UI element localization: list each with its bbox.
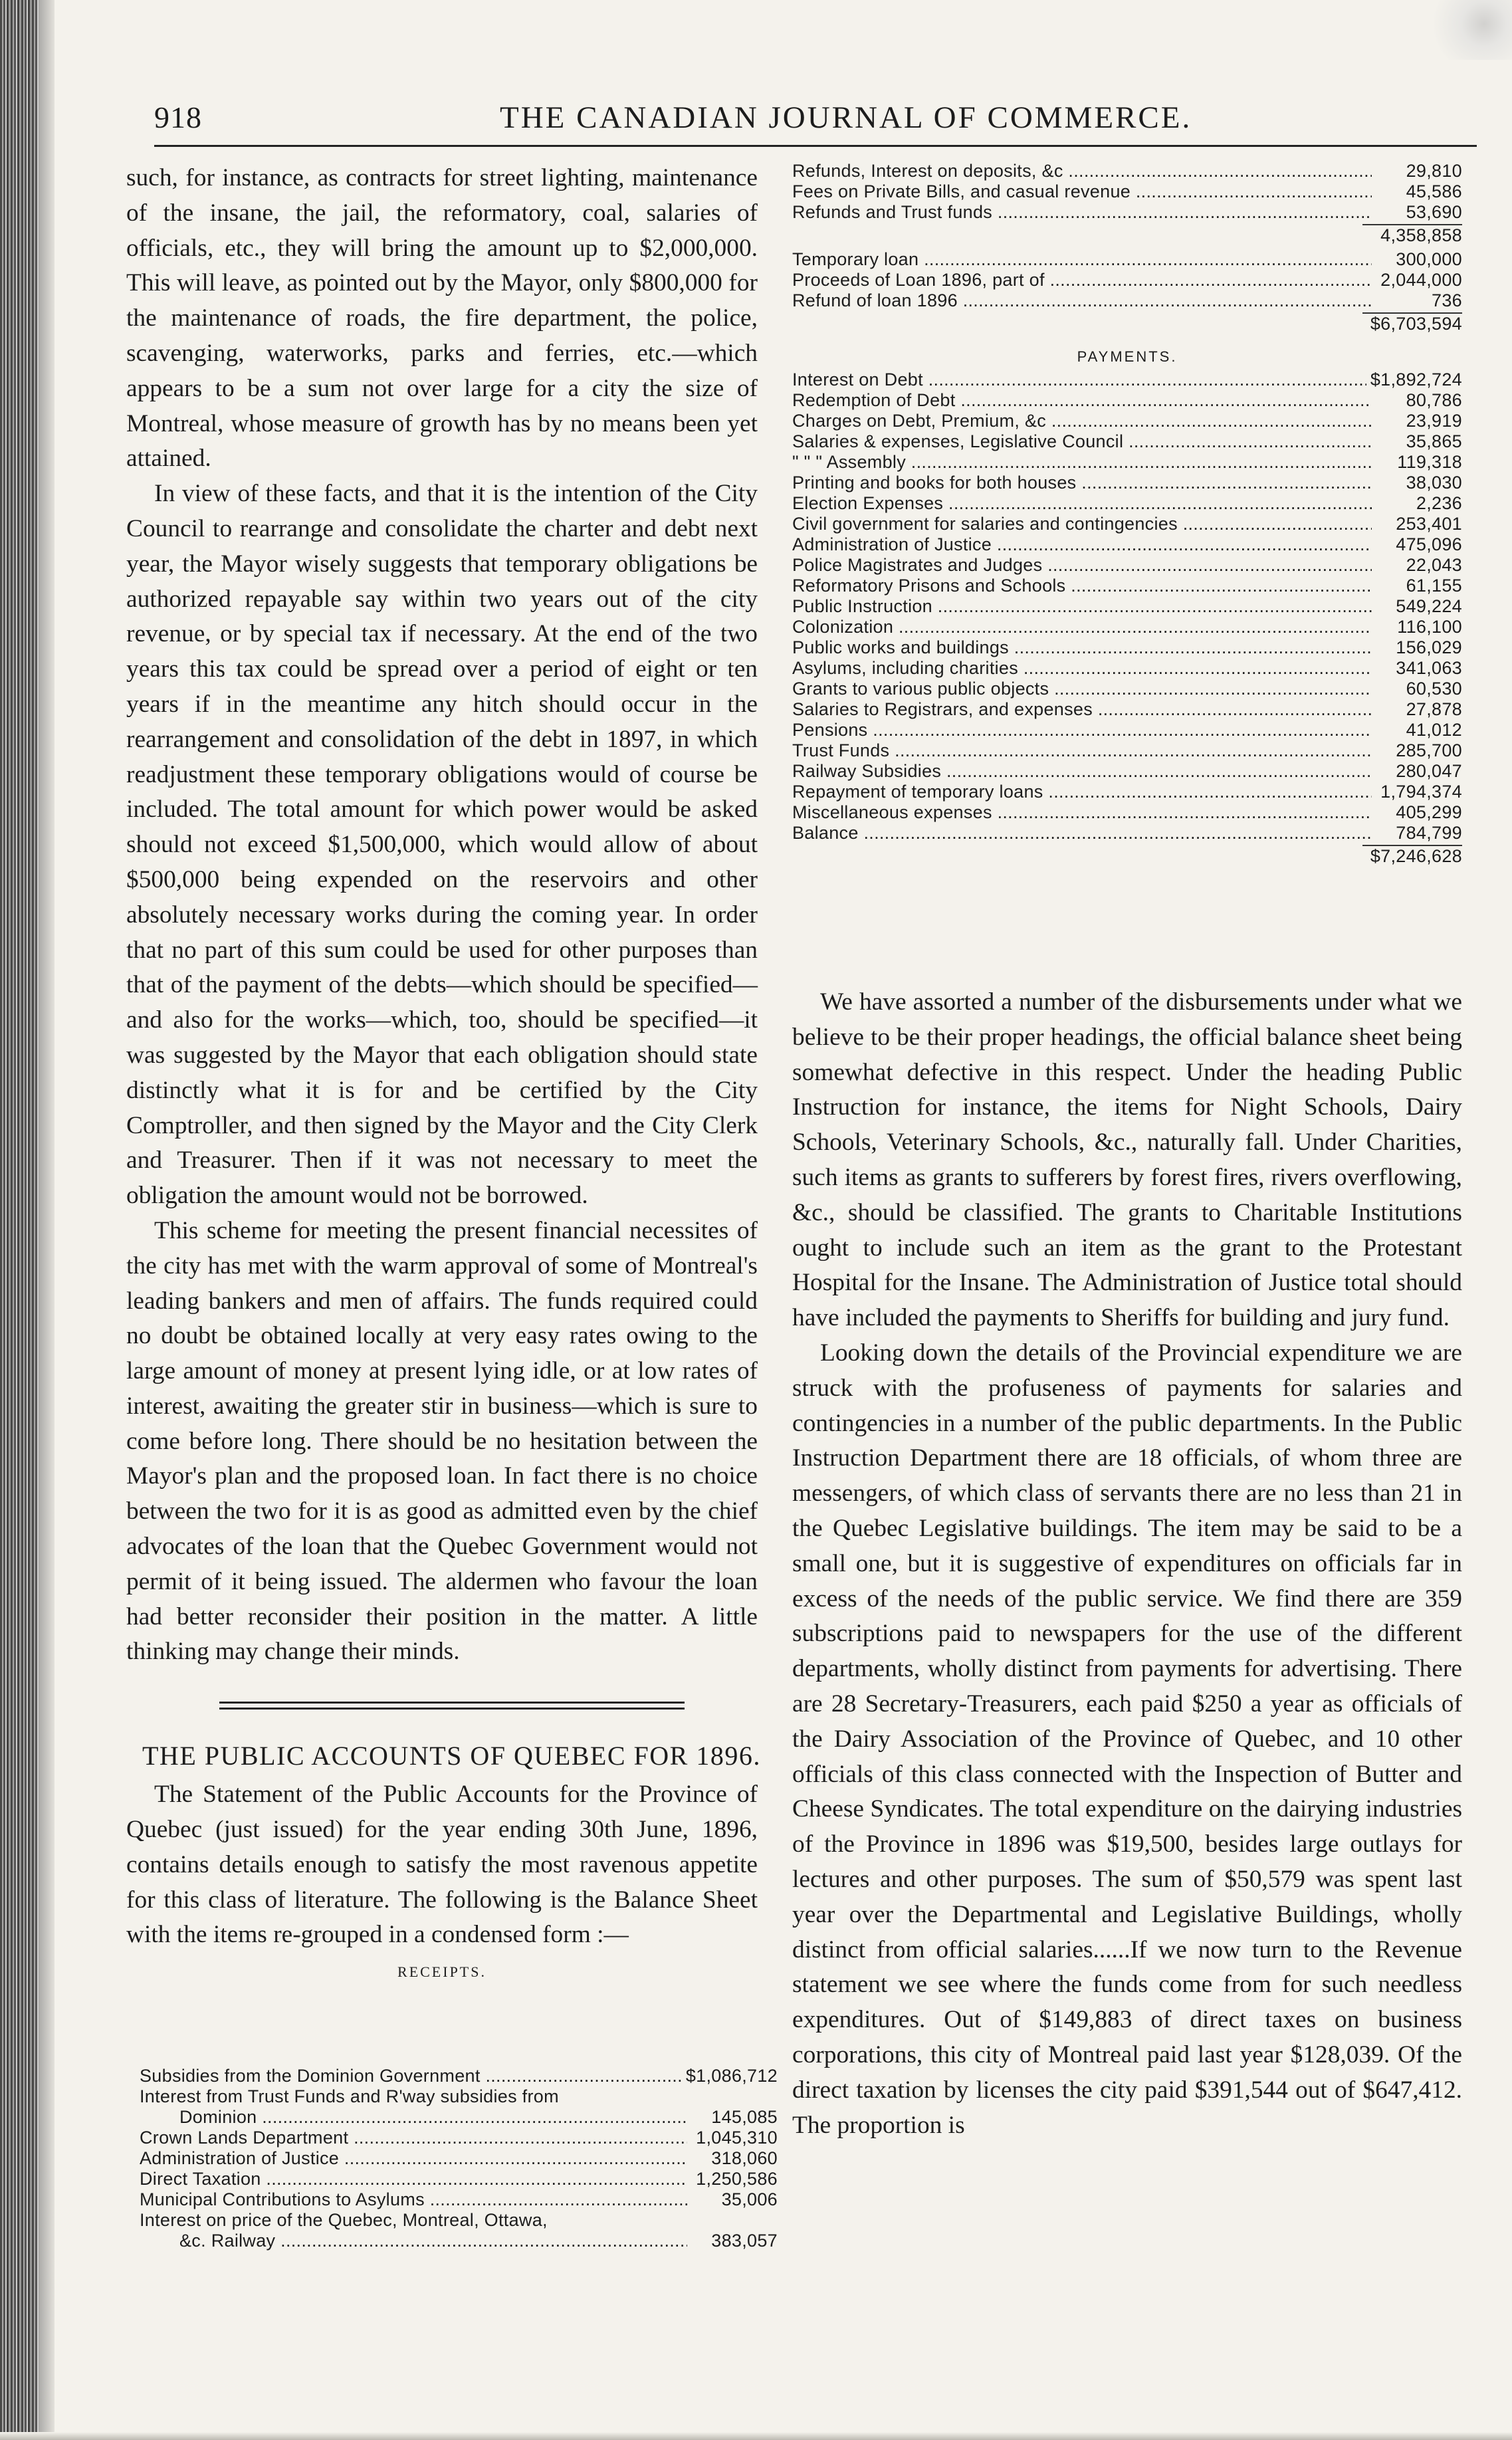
ledger-amount: 119,318 — [1397, 452, 1462, 472]
ledger-label: Printing and books for both houses ..... — [792, 473, 1372, 493]
ledger-row — [140, 2169, 778, 2189]
ledger-label: Police Magistrates and Judges ..... — [792, 555, 1372, 576]
ledger-label: Balance ..... — [792, 823, 1372, 843]
paragraph: In view of these facts, and that it is the intention of the City Council to rearrange and consolidate the charter and debt next year, the Mayor wisely suggests that temporary obligations be authorized repayable say within two years out of the city revenue, or by special tax if necessary. At the end of the two years this tax could be spread over a period of eight or ten years if in the meantime any hitch should occur in the rearrangement and consolidation of the debt in 1897, in which readjustment these temporary obligations would of course be included. The total amount for which power would be asked should not exceed $1,500,000, which would allow of about $500,000 being expended on the reservoirs and other absolutely necessary works during the coming year. In order that no part of this sum could be used for other purposes than that of the payment of the debts—which should be specified—and also for the works—which, too, should be specified—it was suggested by the Mayor that each obligation should state distinctly what it is for and be certified by the City Comptroller, and then signed by the Mayor and the City Clerk and Treasurer. Then if it was not necessary to meet the obligation the amount would not be borrowed. — [126, 480, 758, 1210]
paragraph: We have assorted a number of the disbursements under what we believe to be their proper headings, the official balance sheet being somewhat defective in this respect. Under the heading Public Instruction for instance, the items for Night Schools, Dairy Schools, Veterinary Schools, &c., naturally fall. Under Charities, such items as grants to sufferers by forest fires, rivers overflowing, &c., should be classified. The grants to Charitable Institutions ought to include such an item as the grant to the Protestant Hospital for the Insane. The Administration of Justice total should have included the payments to Sheriffs for building and jury fund. — [792, 988, 1462, 1332]
balance-sheet-continued — [792, 161, 1462, 870]
ledger-amount: 53,690 — [1406, 202, 1462, 222]
scan-noise — [1419, 0, 1512, 60]
ledger-amount: $1,086,712 — [685, 2066, 778, 2086]
ledger-row — [792, 823, 1462, 843]
ledger-amount: 1,794,374 — [1380, 782, 1462, 802]
ledger-amount: 2,044,000 — [1380, 270, 1462, 290]
ledger-row — [792, 452, 1462, 473]
ledger-row — [140, 2066, 778, 2086]
ledger-label: " " " Assembly ..... — [792, 452, 1372, 473]
ledger-label: Public Instruction ..... — [792, 596, 1372, 617]
ledger-label: Reformatory Prisons and Schools ..... — [792, 576, 1372, 596]
ledger-amount: 35,006 — [721, 2189, 778, 2209]
ledger-amount: 300,000 — [1396, 249, 1462, 269]
ledger-label: Salaries to Registrars, and expenses ..... — [792, 699, 1372, 720]
ledger-row — [792, 181, 1462, 202]
ledger-amount: 2,236 — [1416, 493, 1462, 513]
left-column — [126, 161, 761, 1985]
ledger-row — [792, 473, 1462, 493]
ledger-row — [792, 782, 1462, 802]
ledger-row — [792, 699, 1462, 720]
ledger-amount: 80,786 — [1406, 390, 1462, 410]
ledger-label: Dominion ..... — [140, 2107, 687, 2128]
ledger-label: Asylums, including charities ..... — [792, 658, 1372, 679]
ledger-row — [792, 290, 1462, 311]
ledger-row — [792, 411, 1462, 431]
ledger-label: Election Expenses ..... — [792, 493, 1372, 514]
ledger-amount: 116,100 — [1397, 617, 1462, 637]
ledger-row — [792, 740, 1462, 761]
paragraph: This scheme for meeting the present financial necessites of the city has met with the warm approval of some of Montreal's leading bankers and men of affairs. The funds required could no doubt be obtained locally at very easy rates owing to the large amount of money at present lying idle, or at low rates of interest, awaiting the greater stir in business—which is sure to come before long. There should be no hesitation between the Mayor's plan and the proposed loan. In fact there is no choice between the two for it is as good as admitted even by the chief advocates of the loan that the Quebec Government would not permit of it being issued. The aldermen who favour the loan had better reconsider their position in the matter. A little thinking may change their minds. — [126, 1216, 758, 1666]
ledger-label: Interest on Debt ..... — [792, 370, 1366, 390]
ledger-amount: 383,057 — [711, 2231, 778, 2251]
payments-heading: PAYMENTS. — [1077, 348, 1178, 365]
ledger-label: Interest on price of the Quebec, Montreal, Ottawa, — [140, 2210, 548, 2230]
ledger-amount: 1,045,310 — [696, 2128, 778, 2148]
ledger-amount: 475,096 — [1396, 534, 1462, 554]
section-title: THE PUBLIC ACCOUNTS OF QUEBEC FOR 1896. — [142, 1741, 761, 1771]
ledger-amount: 341,063 — [1396, 658, 1462, 678]
receipts-heading: RECEIPTS. — [397, 1963, 486, 1981]
ledger-row — [140, 2210, 778, 2231]
ledger-amount: 156,029 — [1396, 637, 1462, 657]
paragraph: The Statement of the Public Accounts for the Province of Quebec (just issued) for the year ending 30th June, 1896, contains details enough to satisfy the most ravenous appetite for this class of literature. The following is the Balance Sheet with the items re-grouped in a condensed form :— — [126, 1781, 758, 1949]
ledger-row — [792, 390, 1462, 411]
ledger-label: Public works and buildings ..... — [792, 637, 1372, 658]
ledger-row — [792, 596, 1462, 617]
receipts-continued — [792, 161, 1462, 223]
ledger-amount: 253,401 — [1396, 514, 1462, 534]
ledger-row — [792, 617, 1462, 637]
ledger-row — [792, 249, 1462, 270]
ledger-row — [792, 534, 1462, 555]
ledger-row — [792, 658, 1462, 679]
ledger-label: Interest from Trust Funds and R'way subsidies from — [140, 2086, 559, 2106]
ledger-label: Charges on Debt, Premium, &c ..... — [792, 411, 1372, 431]
ledger-amount: 318,060 — [711, 2148, 778, 2168]
page-bottom-edge — [0, 2432, 1512, 2440]
ledger-label: Civil government for salaries and contingencies ..... — [792, 514, 1372, 534]
ledger-row — [140, 2086, 778, 2107]
journal-title: THE CANADIAN JOURNAL OF COMMERCE. — [500, 100, 1192, 135]
binding-shadow — [39, 0, 54, 2440]
ledger-label: Miscellaneous expenses ..... — [792, 802, 1372, 823]
receipts-more — [792, 249, 1462, 311]
ledger-label: Trust Funds ..... — [792, 740, 1372, 761]
ledger-row — [792, 576, 1462, 596]
ledger-label: Railway Subsidies ..... — [792, 761, 1372, 782]
ledger-row — [792, 270, 1462, 290]
ledger-amount: 45,586 — [1406, 181, 1462, 201]
binding-edge — [0, 0, 39, 2440]
paragraph: Looking down the details of the Provincial expenditure we are struck with the profuseness of payments for salaries and contingencies in a number of the public departments. In the Public Instruction Department there are 18 officials, of whom three are messengers, of which class of servants there are no less than 21 in the Quebec Legislative buildings. The item may be said to be a small one, but it is suggestive of expenditures on officials far in excess of the needs of the public service. We find there are 359 subscriptions paid to newspapers for the use of the different departments, wholly distinct from payments for advertising. There are 28 Secretary-Treasurers, each paid $250 a year as officials of the Dairy Association of the Province of Quebec, and 10 other officials of this class connected with the Inspection of Butter and Cheese Syndicates. The total expenditure on the dairying industries of the Province in 1896 was $19,500, besides large outlays for lectures and other purposes. The sum of $50,579 was spent last year over the Departmental and Legislative Buildings, wholly distinct from official salaries......If we now turn to the Revenue statement we see where the funds come from for such needless expenditures. Out of $149,883 of direct taxes on business corporations, this city of Montreal paid last year $128,039. Of the direct taxation by licenses the city paid $391,544 out of $647,412. The proportion is — [792, 1339, 1462, 2139]
receipts-ledger — [140, 2066, 778, 2251]
ledger-row — [140, 2189, 778, 2210]
ledger-row — [792, 431, 1462, 452]
ledger-label: Temporary loan ..... — [792, 249, 1372, 270]
ledger-amount: 60,530 — [1406, 679, 1462, 699]
ledger-amount: 29,810 — [1406, 161, 1462, 181]
section-divider — [219, 1702, 685, 1710]
page-number: 918 — [154, 100, 202, 134]
ledger-label: Administration of Justice ..... — [792, 534, 1372, 555]
ledger-label: Subsidies from the Dominion Government ..... — [140, 2066, 682, 2086]
ledger-amount: 145,085 — [711, 2107, 778, 2127]
ledger-label: Proceeds of Loan 1896, part of ..... — [792, 270, 1372, 290]
ledger-label: Refund of loan 1896 ..... — [792, 290, 1372, 311]
ledger-row — [792, 514, 1462, 534]
ledger-row — [140, 2107, 778, 2128]
receipts-subtotal: 4,358,858 — [1380, 225, 1462, 245]
ledger-amount: 38,030 — [1406, 473, 1462, 493]
right-column — [792, 985, 1462, 2143]
ledger-amount: 784,799 — [1396, 823, 1462, 843]
ledger-row — [792, 720, 1462, 740]
receipts-total: $6,703,594 — [1370, 314, 1462, 334]
ledger-amount: 549,224 — [1396, 596, 1462, 616]
ledger-amount: 22,043 — [1406, 555, 1462, 575]
ledger-row — [792, 493, 1462, 514]
payments-list — [792, 370, 1462, 843]
ledger-label: Direct Taxation ..... — [140, 2169, 687, 2189]
ledger-amount: $1,892,724 — [1370, 370, 1462, 389]
ledger-label: Pensions ..... — [792, 720, 1372, 740]
ledger-label: Refunds, Interest on deposits, &c ..... — [792, 161, 1372, 181]
ledger-amount: 285,700 — [1396, 740, 1462, 760]
header-rule — [154, 145, 1477, 147]
ledger-label: Salaries & expenses, Legislative Council ..... — [792, 431, 1372, 452]
ledger-row — [792, 802, 1462, 823]
ledger-amount: 27,878 — [1406, 699, 1462, 719]
ledger-amount: 41,012 — [1406, 720, 1462, 740]
ledger-row — [792, 161, 1462, 181]
ledger-label: Redemption of Debt ..... — [792, 390, 1372, 411]
ledger-label: Municipal Contributions to Asylums ..... — [140, 2189, 687, 2210]
ledger-label: Colonization ..... — [792, 617, 1372, 637]
page-header — [154, 100, 1470, 140]
ledger-row — [792, 370, 1462, 390]
ledger-row — [792, 637, 1462, 658]
ledger-row — [140, 2148, 778, 2169]
ledger-row — [792, 555, 1462, 576]
ledger-row — [792, 761, 1462, 782]
ledger-amount: 35,865 — [1406, 431, 1462, 451]
ledger-label: Fees on Private Bills, and casual revenue ..... — [792, 181, 1372, 202]
ledger-amount: 736 — [1432, 290, 1462, 310]
ledger-label: Repayment of temporary loans ..... — [792, 782, 1372, 802]
payments-total: $7,246,628 — [1370, 846, 1462, 866]
ledger-row — [792, 202, 1462, 223]
ledger-row — [140, 2128, 778, 2148]
paragraph: such, for instance, as contracts for street lighting, maintenance of the insane, the jail, the reformatory, coal, salaries of officials, etc., they will bring the amount up to $2,000,000. This will leave, as pointed out by the Mayor, only $800,000 for the maintenance of roads, the fire department, the police, scavenging, waterworks, parks and ferries, etc.—which appears to be a sum not over large for a city the size of Montreal, whose measure of growth has by no means been yet attained. — [126, 164, 758, 473]
ledger-row — [792, 679, 1462, 699]
ledger-label: Administration of Justice ..... — [140, 2148, 687, 2169]
ledger-amount: 1,250,586 — [696, 2169, 778, 2189]
ledger-amount: 280,047 — [1396, 761, 1462, 781]
ledger-label: &c. Railway ..... — [140, 2231, 687, 2251]
ledger-label: Refunds and Trust funds ..... — [792, 202, 1372, 223]
ledger-amount: 61,155 — [1406, 576, 1462, 596]
ledger-label: Grants to various public objects ..... — [792, 679, 1372, 699]
ledger-amount: 405,299 — [1396, 802, 1462, 822]
ledger-row — [140, 2231, 778, 2251]
ledger-amount: 23,919 — [1406, 411, 1462, 431]
ledger-label: Crown Lands Department ..... — [140, 2128, 687, 2148]
